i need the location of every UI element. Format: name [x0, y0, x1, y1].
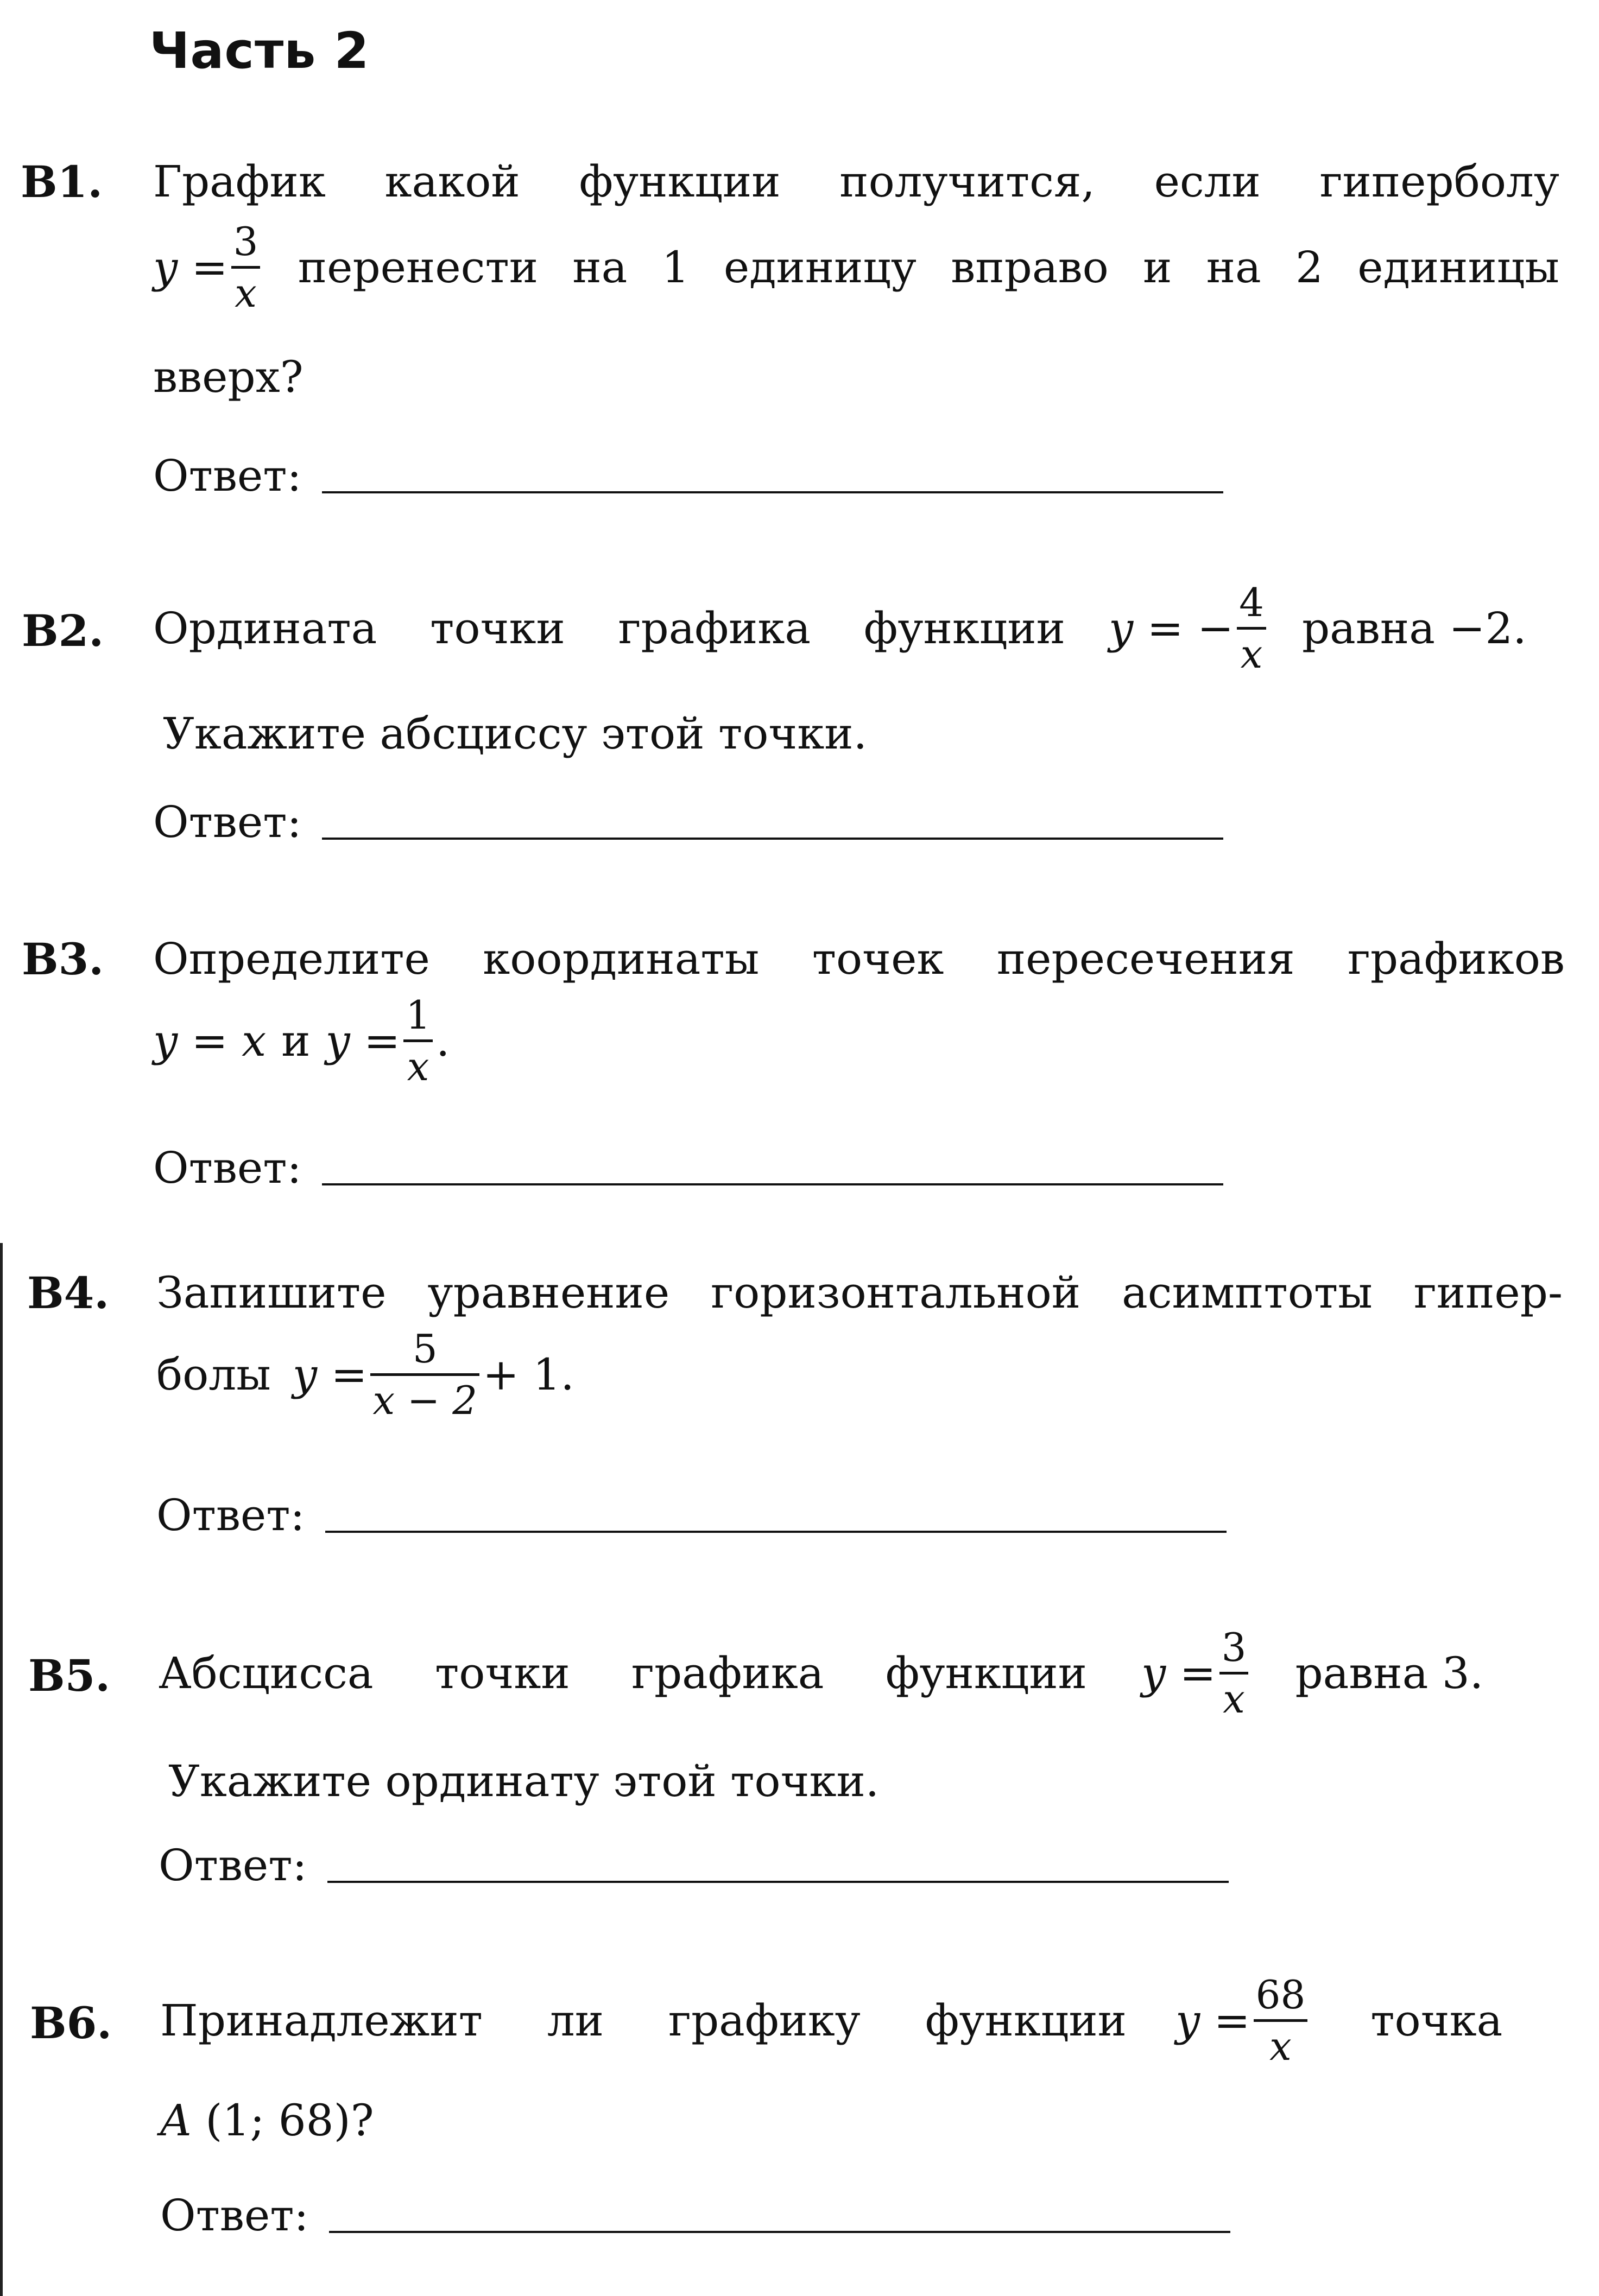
task-text-line2: [153, 217, 1559, 318]
task-number: В5.: [28, 1650, 111, 1701]
word: точек: [812, 934, 944, 984]
word: гипер-: [1413, 1267, 1563, 1318]
fraction-denominator: x − 2: [372, 1378, 477, 1423]
answer-label: Ответ:: [160, 2190, 309, 2241]
fraction-numerator: 3: [233, 219, 258, 264]
word: графика: [631, 1648, 824, 1698]
formula: [1175, 1970, 1311, 2071]
task-number: В3.: [22, 934, 104, 985]
answer-label: Ответ:: [153, 1143, 302, 1193]
word: перенести: [298, 242, 539, 293]
word: точки: [430, 603, 565, 654]
word: Абсцисса: [159, 1648, 374, 1698]
task-text-after: равна −2.: [1301, 603, 1527, 654]
task-text-after: равна 3.: [1295, 1648, 1484, 1698]
fraction-numerator: 4: [1239, 580, 1264, 625]
answer-row: [153, 797, 1223, 847]
conjunction: и: [281, 1016, 311, 1066]
task-text-line1: [159, 1623, 1565, 1723]
word: гиперболу: [1319, 156, 1559, 207]
task-text-line1: [153, 934, 1565, 984]
fraction: [1254, 1970, 1308, 2071]
fraction: [370, 1324, 479, 1425]
word: на: [572, 242, 628, 293]
word: уравнение: [427, 1267, 670, 1318]
word: Принадлежит: [160, 1995, 483, 2046]
fraction-numerator: 68: [1255, 1972, 1306, 2018]
word: вправо: [951, 242, 1109, 293]
task-number: В1.: [21, 156, 103, 207]
word: на: [1206, 242, 1261, 293]
word: и: [1143, 242, 1172, 293]
word: Определите: [153, 934, 430, 984]
fraction-numerator: 5: [412, 1326, 438, 1372]
formula: [1141, 1623, 1252, 1723]
fraction-denominator: x: [235, 270, 257, 316]
page-edge-rule: [0, 1243, 3, 2296]
fraction-denominator: x: [1269, 2024, 1292, 2069]
task-text-prefix: болы: [156, 1349, 271, 1400]
answer-field[interactable]: [322, 1183, 1223, 1185]
word: графика: [618, 603, 811, 654]
answer-row: [153, 1143, 1223, 1193]
word: единицу: [723, 242, 917, 293]
answer-label: Ответ:: [153, 451, 302, 501]
word: графиков: [1348, 934, 1565, 984]
answer-row: [156, 1490, 1227, 1540]
task-text-line1: [153, 578, 1565, 678]
word: графику: [668, 1995, 861, 2046]
word: Запишите: [156, 1267, 387, 1318]
punctuation: .: [436, 1016, 450, 1066]
answer-label: Ответ:: [156, 1490, 305, 1540]
point-name: A: [160, 2095, 192, 2146]
word: 1: [661, 242, 690, 293]
fraction-denominator: x: [407, 1044, 429, 1089]
task-text-line2: [153, 991, 450, 1091]
word: ли: [547, 1995, 604, 2046]
word: Ордината: [153, 603, 377, 654]
task-text-words: [160, 1995, 1127, 2046]
answer-row: [160, 2190, 1230, 2241]
fraction-numerator: 1: [406, 992, 431, 1038]
word: пересечения: [996, 934, 1295, 984]
word: получится,: [839, 156, 1095, 207]
answer-field[interactable]: [325, 1531, 1227, 1533]
formula: [1109, 578, 1269, 678]
fraction: [403, 991, 433, 1091]
formula-tail: + 1.: [483, 1349, 574, 1400]
word: функции: [863, 603, 1065, 654]
word: единицы: [1357, 242, 1559, 293]
fraction-denominator: x: [1223, 1676, 1245, 1722]
task-text-words: [153, 603, 1065, 654]
task-text-line2: Укажите абсциссу этой точки.: [163, 708, 868, 759]
task-text-line2: Укажите ординату этой точки.: [168, 1756, 880, 1806]
word: координаты: [483, 934, 760, 984]
answer-field[interactable]: [322, 491, 1223, 493]
word: горизонтальной: [711, 1267, 1081, 1318]
word: функции: [885, 1648, 1087, 1698]
formula-lhs: y =: [1141, 1648, 1216, 1698]
word: если: [1154, 156, 1261, 207]
fraction-denominator: x: [1240, 631, 1263, 677]
formula-lhs: y =: [1175, 1995, 1250, 2046]
word: функции: [925, 1995, 1127, 2046]
word: точки: [435, 1648, 570, 1698]
formula-lhs: y =: [153, 242, 228, 293]
formula-lhs: y =: [325, 1016, 401, 1066]
formula-lhs: y = −: [1109, 603, 1234, 654]
answer-field[interactable]: [329, 2231, 1230, 2233]
answer-label: Ответ:: [159, 1840, 307, 1891]
formula-lhs: y =: [292, 1349, 368, 1400]
word: какой: [384, 156, 520, 207]
answer-field[interactable]: [327, 1881, 1229, 1883]
answer-row: [159, 1840, 1229, 1891]
formula: [293, 1324, 574, 1425]
point-coordinates: (1; 68)?: [191, 2095, 374, 2146]
word: 2: [1295, 242, 1323, 293]
word: асимптоты: [1122, 1267, 1373, 1318]
task-text-line2: [160, 2095, 374, 2146]
formula: y = x: [153, 1016, 267, 1066]
task-number: В2.: [22, 605, 104, 656]
fraction-numerator: 3: [1221, 1625, 1247, 1670]
task-text-after: точка: [1370, 1995, 1503, 2046]
task-text-words: [159, 1648, 1087, 1698]
task-number: В4.: [27, 1267, 110, 1318]
answer-row: [153, 451, 1223, 501]
formula: [153, 217, 263, 318]
task-text-line1: [160, 1970, 1566, 2071]
task-number: В6.: [30, 1997, 112, 2048]
word: График: [153, 156, 326, 207]
part-title: Часть 2: [149, 22, 370, 80]
task-text-line1: [153, 156, 1559, 207]
word: функции: [579, 156, 781, 207]
formula: [326, 991, 450, 1091]
fraction: [231, 217, 261, 318]
fraction: [1237, 578, 1266, 678]
task-text-line3: вверх?: [153, 352, 304, 402]
answer-label: Ответ:: [153, 797, 302, 847]
task-text-line2: [156, 1324, 574, 1425]
fraction: [1219, 1623, 1249, 1723]
answer-field[interactable]: [322, 838, 1223, 840]
task-text-line1: [156, 1267, 1563, 1318]
